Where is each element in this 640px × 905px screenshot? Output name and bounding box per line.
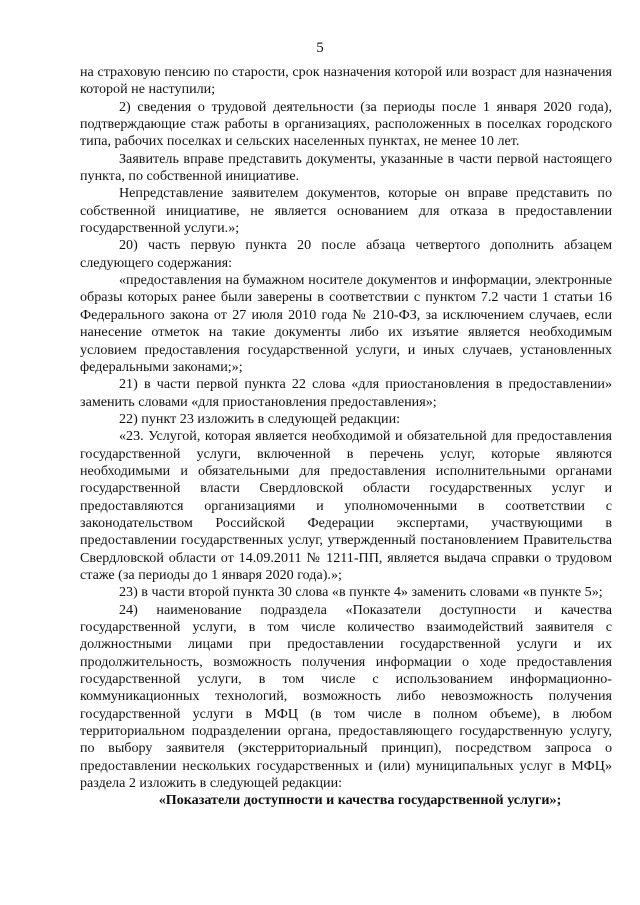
paragraph-item-2-work-records: 2) сведения о трудовой деятельности (за периоды после 1 января 2020 года), подтверждающие стаж работы в организациях, расположенных в поселках городского типа, рабочих поселках и сельских населенных пунктах, не менее 10 лет. xyxy=(80,98,612,150)
paragraph-item-21: 21) в части первой пункта 22 слова «для приостановления в предоставлении» заменить словами «для приостановления предоставления»; xyxy=(80,376,612,410)
section-heading: «Показатели доступности и качества государственной услуги»; xyxy=(158,792,562,809)
page-number: 5 xyxy=(316,40,324,56)
paragraph-paper-documents: «предоставления на бумажном носителе документов и информации, электронные образы которых ранее были заверены в соответствии с пунктом 7.2 части 1 статьи 16 Федерального закона от 27 июля 2010 года № 210-ФЗ, за исключением случаев, если нанесение отметок на такие документы либо их изъятие является необходимым условием предоставления государственной услуги, и иных случаев, установленных федеральными законами;»; xyxy=(80,272,612,375)
paragraph-item-20: 20) часть первую пункта 20 после абзаца четвертого дополнить абзацем следующего содержания: xyxy=(80,237,612,271)
paragraph-item-24: 24) наименование подраздела «Показатели доступности и качества государственной услуги, в том числе количество взаимодействий заявителя с должностными лицами при предоставлении государственной услуги и их продолжительность, возможность получения информации о ходе предоставления государственной услуги, в том числе с использованием информационно-коммуникационных технологий, возможность либо невозможность получения государственной услуги в МФЦ (в том числе в полном объеме), в любом территориальном подразделении органа, предоставляющего государственную услугу, по выбору заявителя (экстерриториальный принцип), посредством запроса о предоставлении нескольких государственных и (или) муниципальных услуг в МФЦ» раздела 2 изложить в следующей редакции: xyxy=(80,601,612,792)
paragraph-item-23: 23) в части второй пункта 30 слова «в пункте 4» заменить словами «в пункте 5»; xyxy=(119,584,603,601)
paragraph-pension-continuation: на страховую пенсию по старости, срок назначения которой или возраст для назначения которой не наступили; xyxy=(80,64,612,98)
paragraph-item-22: 22) пункт 23 изложить в следующей редакции: xyxy=(119,410,401,427)
paragraph-applicant-right: Заявитель вправе представить документы, указанные в части первой настоящего пункта, по собственной инициативе. xyxy=(80,150,612,185)
paragraph-clause-23: «23. Услугой, которая является необходимой и обязательной для предоставления государственной услуги, включенной в перечень услуг, которые являются необходимыми и обязательными для предоставления исполнительными органами государственной власти Свердловской области государственных услуг и предоставляются организациями и уполномоченными в соответствии с законодательством Российской Федерации экспертами, участвующими в предоставлении государственных услуг, утвержденный постановлением Правительства Свердловской области от 14.09.2011 № 1211-ПП, является выдача справки о трудовом стаже (за периоды до 1 января 2020 года).»; xyxy=(80,428,612,583)
document-body xyxy=(80,64,612,810)
paragraph-non-submission: Непредставление заявителем документов, которые он вправе представить по собственной инициативе, не является основанием для отказа в предоставлении государственной услуги.»; xyxy=(80,185,612,237)
